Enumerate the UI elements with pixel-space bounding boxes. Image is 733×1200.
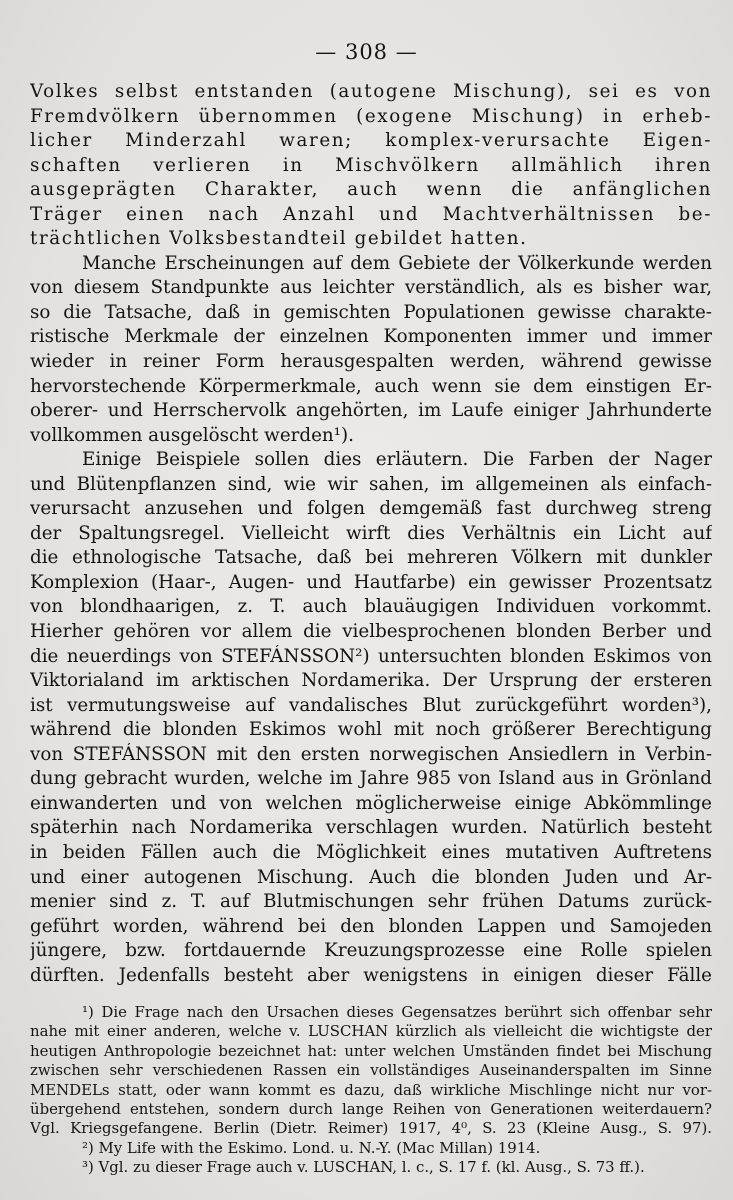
- footnote-line: zwischen sehr verschiedenen Rassen ein vollständiges Auseinanderspalten im Sinne: [30, 1061, 712, 1080]
- text-line: Fremdvölkern übernommen (exogene Mischung) in erheb-: [30, 105, 712, 127]
- footnote-line: MENDELs statt, oder wann kommt es dazu, daß wirkliche Mischlinge nicht nur vor-: [30, 1080, 712, 1099]
- text-line: dung gebracht wurden, welche im Jahre 985 von Island aus in Grönland: [30, 768, 712, 790]
- text-line: menier sind z. T. auf Blutmischungen sehr frühen Datums zurück-: [30, 891, 712, 913]
- text-line: hervorstechende Körpermerkmale, auch wenn sie dem einstigen Er-: [30, 375, 712, 397]
- text-line: Manche Erscheinungen auf dem Gebiete der Völkerkunde werden: [82, 252, 712, 274]
- text-line: trächtlichen Volksbestandteil gebildet hatten.: [30, 228, 528, 250]
- footnote-line: übergehend entstehen, sondern durch lange Reihen von Generationen weiterdauern?: [30, 1100, 712, 1119]
- footnote-line: ¹) Die Frage nach den Ursachen dieses Gegensatzes berührt sich offenbar sehr: [82, 1003, 712, 1021]
- text-line: ristische Merkmale der einzelnen Komponenten immer und immer: [30, 326, 712, 348]
- text-line: die ethnologische Tatsache, daß bei mehreren Völkern mit dunkler: [30, 547, 712, 569]
- text-line: von diesem Standpunkte aus leichter verständlich, als es bisher war,: [30, 277, 712, 299]
- text-line: oberer- und Herrschervolk angehörten, im Laufe einiger Jahrhunderte: [30, 400, 712, 422]
- text-line: geführt worden, während bei den blonden Lappen und Samojeden: [30, 915, 712, 937]
- text-line: vollkommen ausgelöscht werden¹).: [30, 424, 354, 446]
- text-line: von STEFÁNSSON mit den ersten norwegischen Ansiedlern in Verbin-: [30, 743, 712, 765]
- text-line: licher Minderzahl waren; komplex-verursachte Eigen-: [30, 130, 712, 152]
- text-line: und Blütenpflanzen sind, wie wir sahen, im allgemeinen als einfach-: [30, 473, 712, 495]
- text-line: ist vermutungsweise auf vandalisches Blut zurückgeführt worden³),: [30, 694, 712, 716]
- text-line: Komplexion (Haar-, Augen- und Hautfarbe) ein gewisser Prozentsatz: [30, 571, 712, 593]
- text-line: von blondhaarigen, z. T. auch blauäugigen Individuen vorkommt.: [30, 596, 712, 618]
- text-line: Träger einen nach Anzahl und Machtverhältnissen be-: [30, 203, 712, 225]
- text-line: in beiden Fällen auch die Möglichkeit eines mutativen Auftretens: [30, 841, 712, 863]
- text-line: dürften. Jedenfalls besteht aber wenigstens in einigen dieser Fälle: [30, 964, 712, 986]
- text-line: Einige Beispiele sollen dies erläutern. Die Farben der Nager: [82, 449, 712, 471]
- text-line: und einer autogenen Mischung. Auch die blonden Juden und Ar-: [30, 866, 712, 888]
- text-line: einwanderten und von welchen möglicherweise einige Abkömmlinge: [30, 792, 712, 814]
- text-line: Viktorialand im arktischen Nordamerika. Der Ursprung der ersteren: [30, 670, 712, 692]
- text-line: späterhin nach Nordamerika verschlagen wurden. Natürlich besteht: [30, 817, 712, 839]
- text-line: Volkes selbst entstanden (autogene Mischung), sei es von: [30, 81, 712, 102]
- footnote-line: ²) My Life with the Eskimo. Lond. u. N.-Y. (Mac Millan) 1914.: [82, 1138, 541, 1157]
- text-line: der Spaltungsregel. Vielleicht wirft dies Verhältnis ein Licht auf: [30, 522, 712, 544]
- text-line: die neuerdings von STEFÁNSSON²) untersuchten blonden Eskimos von: [30, 645, 712, 667]
- footnotes: [30, 1003, 712, 1178]
- footnote-line: heutigen Anthropologie bezeichnet hat: unter welchen Umständen findet bei Mischung: [30, 1041, 712, 1060]
- text-line: ausgeprägten Charakter, auch wenn die anfänglichen: [30, 179, 712, 201]
- text-line: während die blonden Eskimos wohl mit noch größerer Berechtigung: [30, 719, 712, 741]
- text-line: wieder in reiner Form herausgespalten werden, während gewisse: [30, 351, 712, 373]
- text-line: so die Tatsache, daß in gemischten Populationen gewisse charakte-: [30, 301, 712, 323]
- text-line: Hierher gehören vor allem die vielbesprochenen blonden Berber und: [30, 621, 712, 643]
- body-text: [30, 80, 712, 988]
- text-line: schaften verlieren in Mischvölkern allmählich ihren: [30, 154, 712, 176]
- text-line: jüngere, bzw. fortdauernde Kreuzungsprozesse eine Rolle spielen: [30, 940, 712, 962]
- page-number: — 308 —: [315, 40, 418, 64]
- footnote-line: nahe mit einer anderen, welche v. LUSCHAN kürzlich als vielleicht die wichtigste der: [30, 1022, 712, 1041]
- footnote-line: ³) Vgl. zu dieser Frage auch v. LUSCHAN, l. c., S. 17 f. (kl. Ausg., S. 73 ff.).: [82, 1158, 645, 1177]
- footnote-line: Vgl. Kriegsgefangene. Berlin (Dietr. Reimer) 1917, 4⁰, S. 23 (Kleine Ausg., S. 97).: [30, 1119, 712, 1138]
- text-line: verursacht anzusehen und folgen demgemäß fast durchweg streng: [30, 498, 712, 520]
